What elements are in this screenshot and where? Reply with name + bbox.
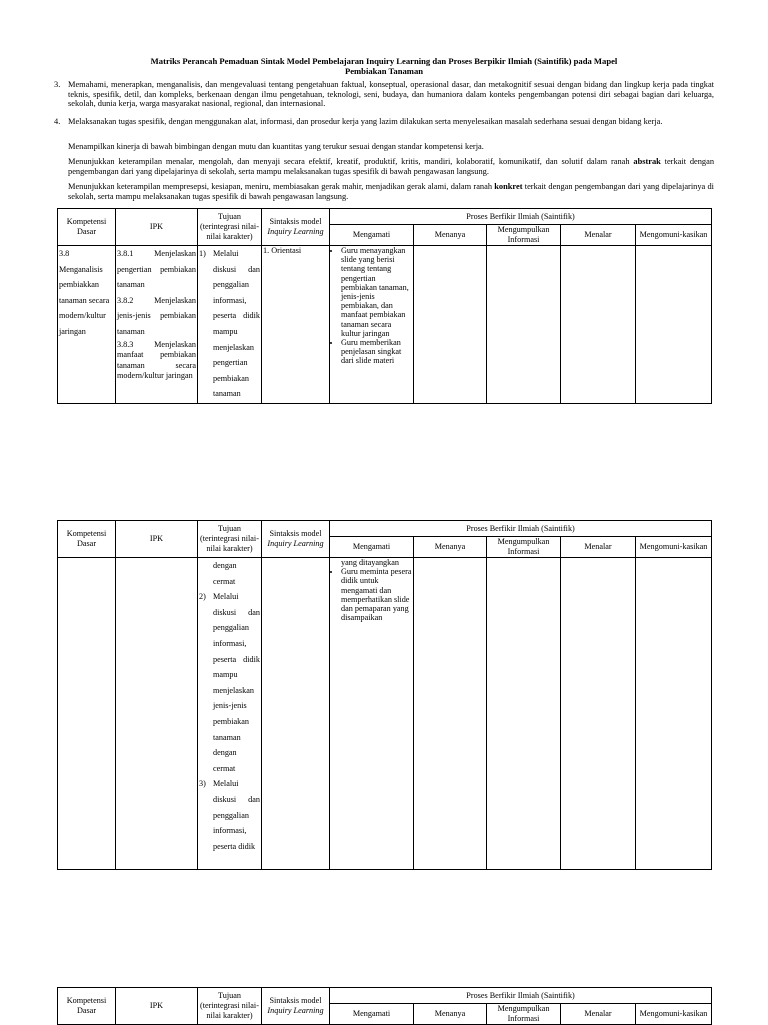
cell-mengamati — [330, 246, 414, 404]
header-kompetensi-dasar: Kompetensi Dasar — [58, 209, 116, 246]
paragraph-3-text-b: terkait dengan pengembangan dari yang dipelajarinya di sekolah, serta mampu melaksanakan tugas spesifik di bawah pengawasan langsung. — [68, 182, 715, 201]
cell-mengumpulkan — [487, 558, 561, 870]
tujuan-number: 2) — [199, 592, 206, 602]
header-sintaksis — [262, 209, 330, 246]
item-number: 3. — [54, 80, 61, 89]
header-mengumpulkan: Mengumpulkan Informasi — [487, 225, 561, 246]
header-menalar: Menalar — [561, 537, 636, 558]
cell-mengumpulkan — [487, 246, 561, 404]
matrix-table-2 — [57, 520, 712, 870]
header-tujuan: Tujuan (terintegrasi nilai-nilai karakter) — [198, 521, 262, 558]
header-sintaksis-label: Sintaksis model — [269, 529, 322, 538]
header-tujuan: Tujuan (terintegrasi nilai-nilai karakter) — [198, 988, 262, 1025]
cell-menanya — [414, 558, 487, 870]
header-ipk: IPK — [116, 209, 198, 246]
list-item: • Guru memberikan penjelasan singkat dari slide materi — [341, 338, 412, 366]
header-ipk: IPK — [116, 521, 198, 558]
list-item: • Guru menayangkan slide yang berisi tentang tentang pengertian pembiakan tanaman, jenis-jenis pembiakan, dan manfaat pembiakan tanaman secara kultur jaringan — [341, 246, 412, 338]
document-title — [60, 56, 708, 76]
paragraph-2-bold: abstrak — [633, 157, 661, 166]
header-sintaksis — [262, 988, 330, 1025]
tujuan-text: Melalui diskusi dan penggalian informasi, peserta didik — [213, 779, 260, 851]
matrix-table-1 — [57, 208, 712, 404]
header-mengamati: Mengamati — [330, 537, 414, 558]
header-tujuan: Tujuan (terintegrasi nilai-nilai karakter) — [198, 209, 262, 246]
tujuan-continued: dengan cermat — [213, 561, 237, 586]
table-row — [58, 558, 712, 870]
paragraph-2 — [68, 157, 714, 176]
header-proses: Proses Berfikir Ilmiah (Saintifik) — [330, 521, 712, 537]
item-text: Melaksanakan tugas spesifik, dengan menggunakan alat, informasi, dan prosedur kerja yang lazim dilakukan serta menyelesaikan masalah sederhana sesuai dengan bidang kerja. — [68, 117, 663, 126]
header-menalar: Menalar — [561, 1004, 636, 1025]
tujuan-text: Melalui diskusi dan penggalian informasi, peserta didik mampu menjelaskan pengertian pembiakan tanaman — [213, 249, 260, 399]
header-sintaksis — [262, 521, 330, 558]
header-sintaksis-label: Sintaksis model — [269, 217, 322, 226]
header-sintaksis-model: Inquiry Learning — [267, 227, 324, 236]
cell-ipk — [116, 558, 198, 870]
header-mengamati: Mengamati — [330, 225, 414, 246]
cell-tujuan — [198, 558, 262, 870]
cell-mengomunikasikan — [636, 246, 712, 404]
header-menalar: Menalar — [561, 225, 636, 246]
tujuan-text: Melalui diskusi dan penggalian informasi, peserta didik mampu menjelaskan jenis-jenis pembiakan tanaman dengan cermat — [213, 592, 260, 773]
cell-kd — [58, 558, 116, 870]
cell-sintaksis — [262, 558, 330, 870]
title-line-1: Matriks Perancah Pemaduan Sintak Model Pembelajaran Inquiry Learning dan Proses Berpikir Ilmiah (Saintifik) pada Mapel — [150, 56, 618, 66]
header-mengomunikasikan: Mengomuni-kasikan — [636, 225, 712, 246]
header-proses: Proses Berfikir Ilmiah (Saintifik) — [330, 988, 712, 1004]
table-row — [58, 246, 712, 404]
header-mengamati: Mengamati — [330, 1004, 414, 1025]
item-number: 4. — [54, 117, 61, 126]
paragraph-2-text-b: terkait dengan pengembangan dari yang dipelajarinya di sekolah, serta mampu melaksanakan tugas spesifik di bawah pengawasan langsung. — [68, 157, 715, 176]
header-sintaksis-label: Sintaksis model — [269, 996, 322, 1005]
cell-menanya — [414, 246, 487, 404]
header-mengomunikasikan: Mengomuni-kasikan — [636, 537, 712, 558]
header-menanya: Menanya — [414, 537, 487, 558]
header-mengumpulkan: Mengumpulkan Informasi — [487, 1004, 561, 1025]
tujuan-number: 1) — [199, 249, 206, 258]
paragraph-3-bold: konkret — [494, 182, 523, 191]
item-3 — [54, 80, 714, 109]
cell-sintaksis: 1. Orientasi — [262, 246, 330, 404]
matrix-table-3 — [57, 987, 712, 1025]
title-line-2: Pembiakan Tanaman — [344, 66, 424, 76]
item-4 — [54, 117, 714, 127]
ipk-item: 3.8.2 Menjelaskan jenis-jenis pembiakan tanaman — [117, 295, 196, 336]
header-mengomunikasikan: Mengomuni-kasikan — [636, 1004, 712, 1025]
header-proses: Proses Berfikir Ilmiah (Saintifik) — [330, 209, 712, 225]
header-menanya: Menanya — [414, 225, 487, 246]
header-menanya: Menanya — [414, 1004, 487, 1025]
paragraph-1: Menampilkan kinerja di bawah bimbingan dengan mutu dan kuantitas yang terukur sesuai dengan standar kompetensi kerja. — [68, 142, 484, 151]
ipk-item: 3.8.1 Menjelaskan pengertian pembiakan tanaman — [117, 249, 196, 290]
cell-tujuan — [198, 246, 262, 404]
header-ipk: IPK — [116, 988, 198, 1025]
paragraph-3-text-a: Menunjukkan keterampilan mempresepsi, kesiapan, meniru, membiasakan gerak mahir, menjadikan gerak alami, dalam ranah — [68, 182, 495, 191]
header-sintaksis-model: Inquiry Learning — [267, 539, 324, 548]
list-item: • Guru meminta pesera didik untuk mengamati dan memperhatikan slide dan pemaparan yang disampaikan — [341, 567, 412, 622]
ipk-item: 3.8.3 Menjelaskan manfaat pembiakan tanaman secara modern/kultur jaringan — [117, 339, 196, 381]
mengamati-continued: yang ditayangkan — [341, 558, 399, 567]
header-mengumpulkan: Mengumpulkan Informasi — [487, 537, 561, 558]
header-kompetensi-dasar: Kompetensi Dasar — [58, 988, 116, 1025]
paragraph-2-text-a: Menunjukkan keterampilan menalar, mengolah, dan menyaji secara efektif, kreatif, produktif, kritis, mandiri, kolaboratif, komunikatif, dan solutif dalam ranah — [68, 157, 634, 166]
cell-menalar — [561, 246, 636, 404]
header-sintaksis-model: Inquiry Learning — [267, 1006, 324, 1015]
cell-menalar — [561, 558, 636, 870]
cell-kd: 3.8 Menganalisis pembiakkan tanaman secara modern/kultur jaringan — [58, 246, 116, 404]
item-text: Memahami, menerapkan, menganalisis, dan mengevaluasi tentang pengetahuan faktual, konseptual, operasional dasar, dan metakognitif sesuai dengan bidang dan lingkup kerja pada tingkat teknis, spesifik, detil, dan kompleks, berkenaan dengan ilmu pengetahuan, teknologi, seni, budaya, dan humaniora dalam konteks pengembangan potensi diri sebagai bagian dari keluarga, sekolah, dunia kerja, warga masyarakat nasional, regional, dan internasional. — [68, 80, 714, 109]
cell-mengamati — [330, 558, 414, 870]
cell-mengomunikasikan — [636, 558, 712, 870]
tujuan-number: 3) — [199, 779, 206, 789]
header-kompetensi-dasar: Kompetensi Dasar — [58, 521, 116, 558]
cell-ipk — [116, 246, 198, 404]
paragraph-3 — [68, 182, 714, 201]
